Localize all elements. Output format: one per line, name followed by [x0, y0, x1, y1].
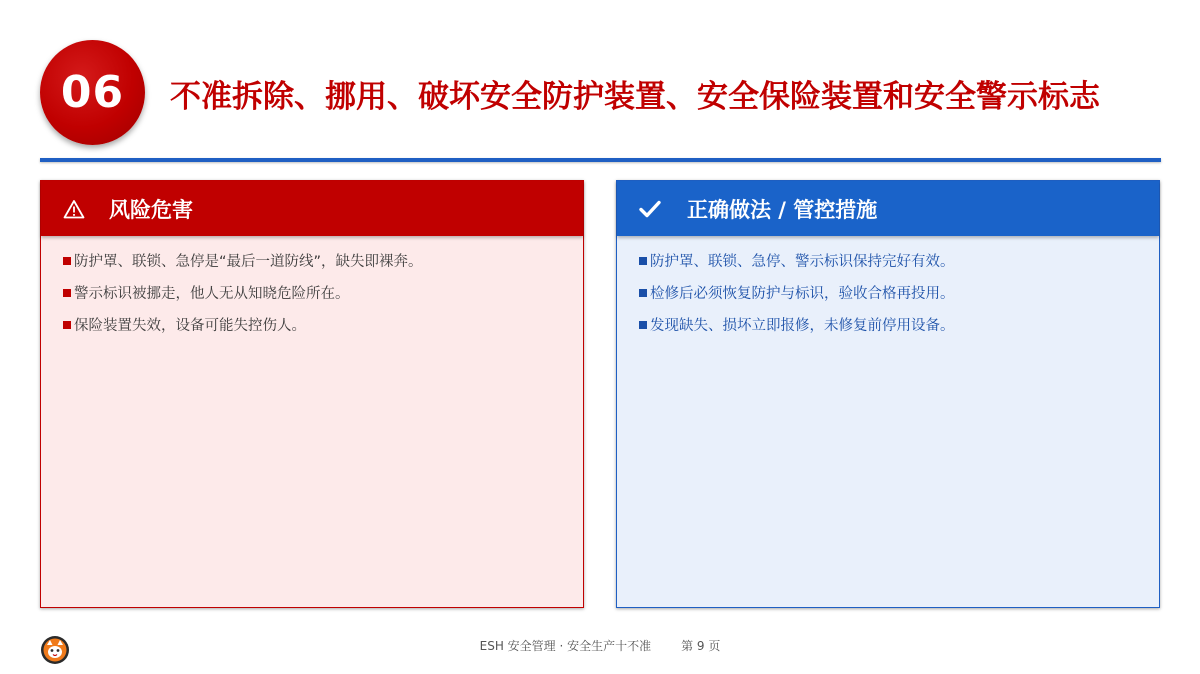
checkmark-icon — [635, 194, 665, 224]
list-item: 警示标识被挪走，他人无从知晓危险所在。 — [63, 278, 583, 310]
footer-doc-title: ESH 安全管理 · 安全生产十不准 — [479, 639, 652, 653]
header-divider — [40, 158, 1161, 162]
square-bullet-icon — [639, 321, 647, 329]
list-item: 防护罩、联锁、急停、警示标识保持完好有效。 — [639, 246, 1159, 278]
square-bullet-icon — [63, 289, 71, 297]
risk-panel — [40, 180, 584, 608]
square-bullet-icon — [639, 257, 647, 265]
list-item: 检修后必须恢复防护与标识，验收合格再投用。 — [639, 278, 1159, 310]
list-item: 防护罩、联锁、急停是“最后一道防线”，缺失即裸奔。 — [63, 246, 583, 278]
page-number: 第 9 页 — [681, 639, 721, 653]
footer — [0, 637, 1200, 655]
section-number-badge — [40, 40, 145, 145]
square-bullet-icon — [639, 289, 647, 297]
measure-list — [617, 236, 1159, 342]
measure-panel-title: 正确做法 / 管控措施 — [687, 197, 878, 222]
measure-panel — [616, 180, 1160, 608]
section-number: 06 — [60, 67, 125, 118]
square-bullet-icon — [63, 321, 71, 329]
risk-panel-title: 风险危害 — [109, 197, 193, 222]
warning-icon — [59, 194, 89, 224]
page-title: 不准拆除、挪用、破坏安全防护装置、安全保险装置和安全警示标志 — [170, 79, 1100, 115]
risk-list — [41, 236, 583, 342]
list-item: 发现缺失、损坏立即报修，未修复前停用设备。 — [639, 310, 1159, 342]
list-item: 保险装置失效，设备可能失控伤人。 — [63, 310, 583, 342]
measure-panel-header — [617, 181, 1159, 236]
risk-panel-header — [41, 181, 583, 236]
square-bullet-icon — [63, 257, 71, 265]
